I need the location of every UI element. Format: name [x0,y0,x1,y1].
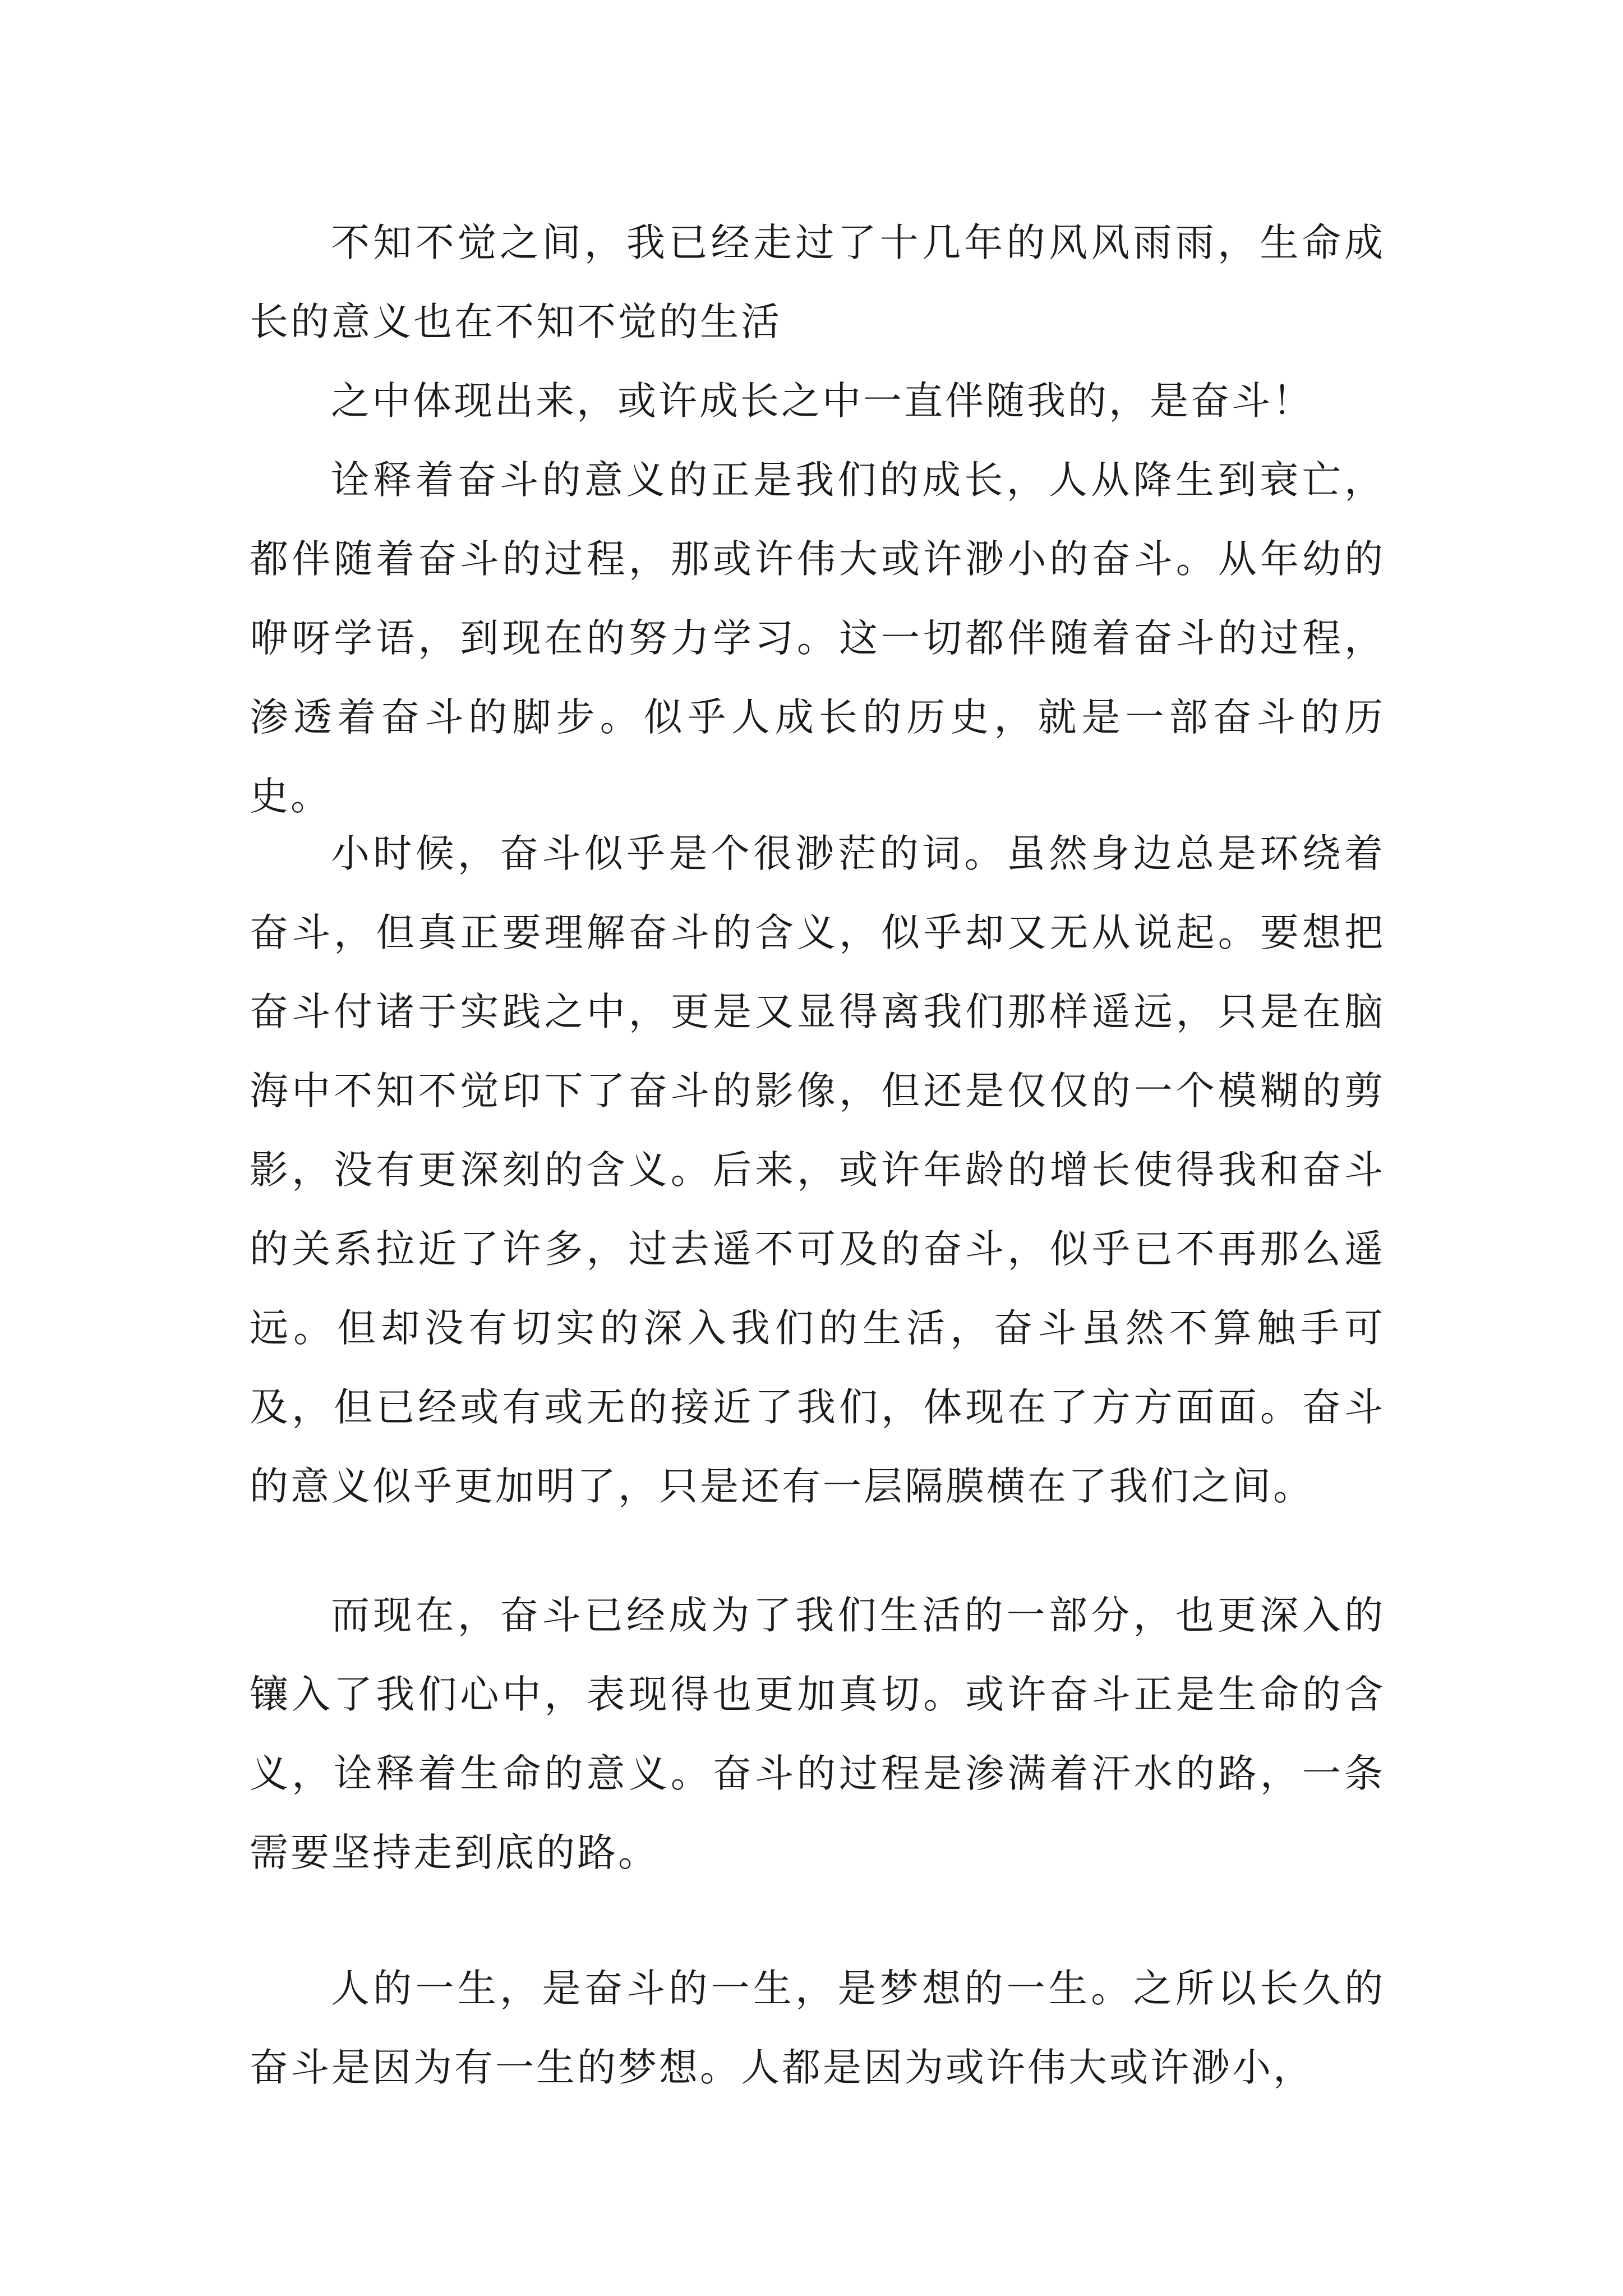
paragraph-life-and-dreams: 人的一生，是奋斗的一生，是梦想的一生。之所以长久的奋斗是因为有一生的梦想。人都是因为或许伟大或许渺小， [250,1966,1385,2090]
paragraph-intro-continuation: 之中体现出来，或许成长之中一直伴随我的，是奋斗！ [331,379,1313,424]
paragraph-present: 而现在，奋斗已经成为了我们生活的一部分，也更深入的镶入了我们心中，表现得也更加真切。或许奋斗正是生命的含义，诠释着生命的意义。奋斗的过程是渗满着汗水的路，一条需要坚持走到底的路。 [250,1593,1385,1875]
paragraph-growth-and-struggle: 诠释着奋斗的意义的正是我们的成长，人从降生到衰亡，都伴随着奋斗的过程，那或许伟大或许渺小的奋斗。从年幼的咿呀学语，到现在的努力学习。这一切都伴随着奋斗的过程，渗透着奋斗的脚步。似乎人成长的历史，就是一部奋斗的历史。 [250,458,1385,819]
paragraph-childhood: 小时候，奋斗似乎是个很渺茫的词。虽然身边总是环绕着奋斗，但真正要理解奋斗的含义，似乎却又无从说起。要想把奋斗付诸于实践之中，更是又显得离我们那样遥远，只是在脑海中不知不觉印下了奋斗的影像，但还是仅仅的一个模糊的剪影，没有更深刻的含义。后来，或许年龄的增长使得我和奋斗的关系拉近了许多，过去遥不可及的奋斗，似乎已不再那么遥远。但却没有切实的深入我们的生活，奋斗虽然不算触手可及，但已经或有或无的接近了我们，体现在了方方面面。奋斗的意义似乎更加明了，只是还有一层隔膜横在了我们之间。 [250,831,1385,1509]
paragraph-intro: 不知不觉之间，我已经走过了十几年的风风雨雨，生命成长的意义也在不知不觉的生活 [250,220,1385,344]
